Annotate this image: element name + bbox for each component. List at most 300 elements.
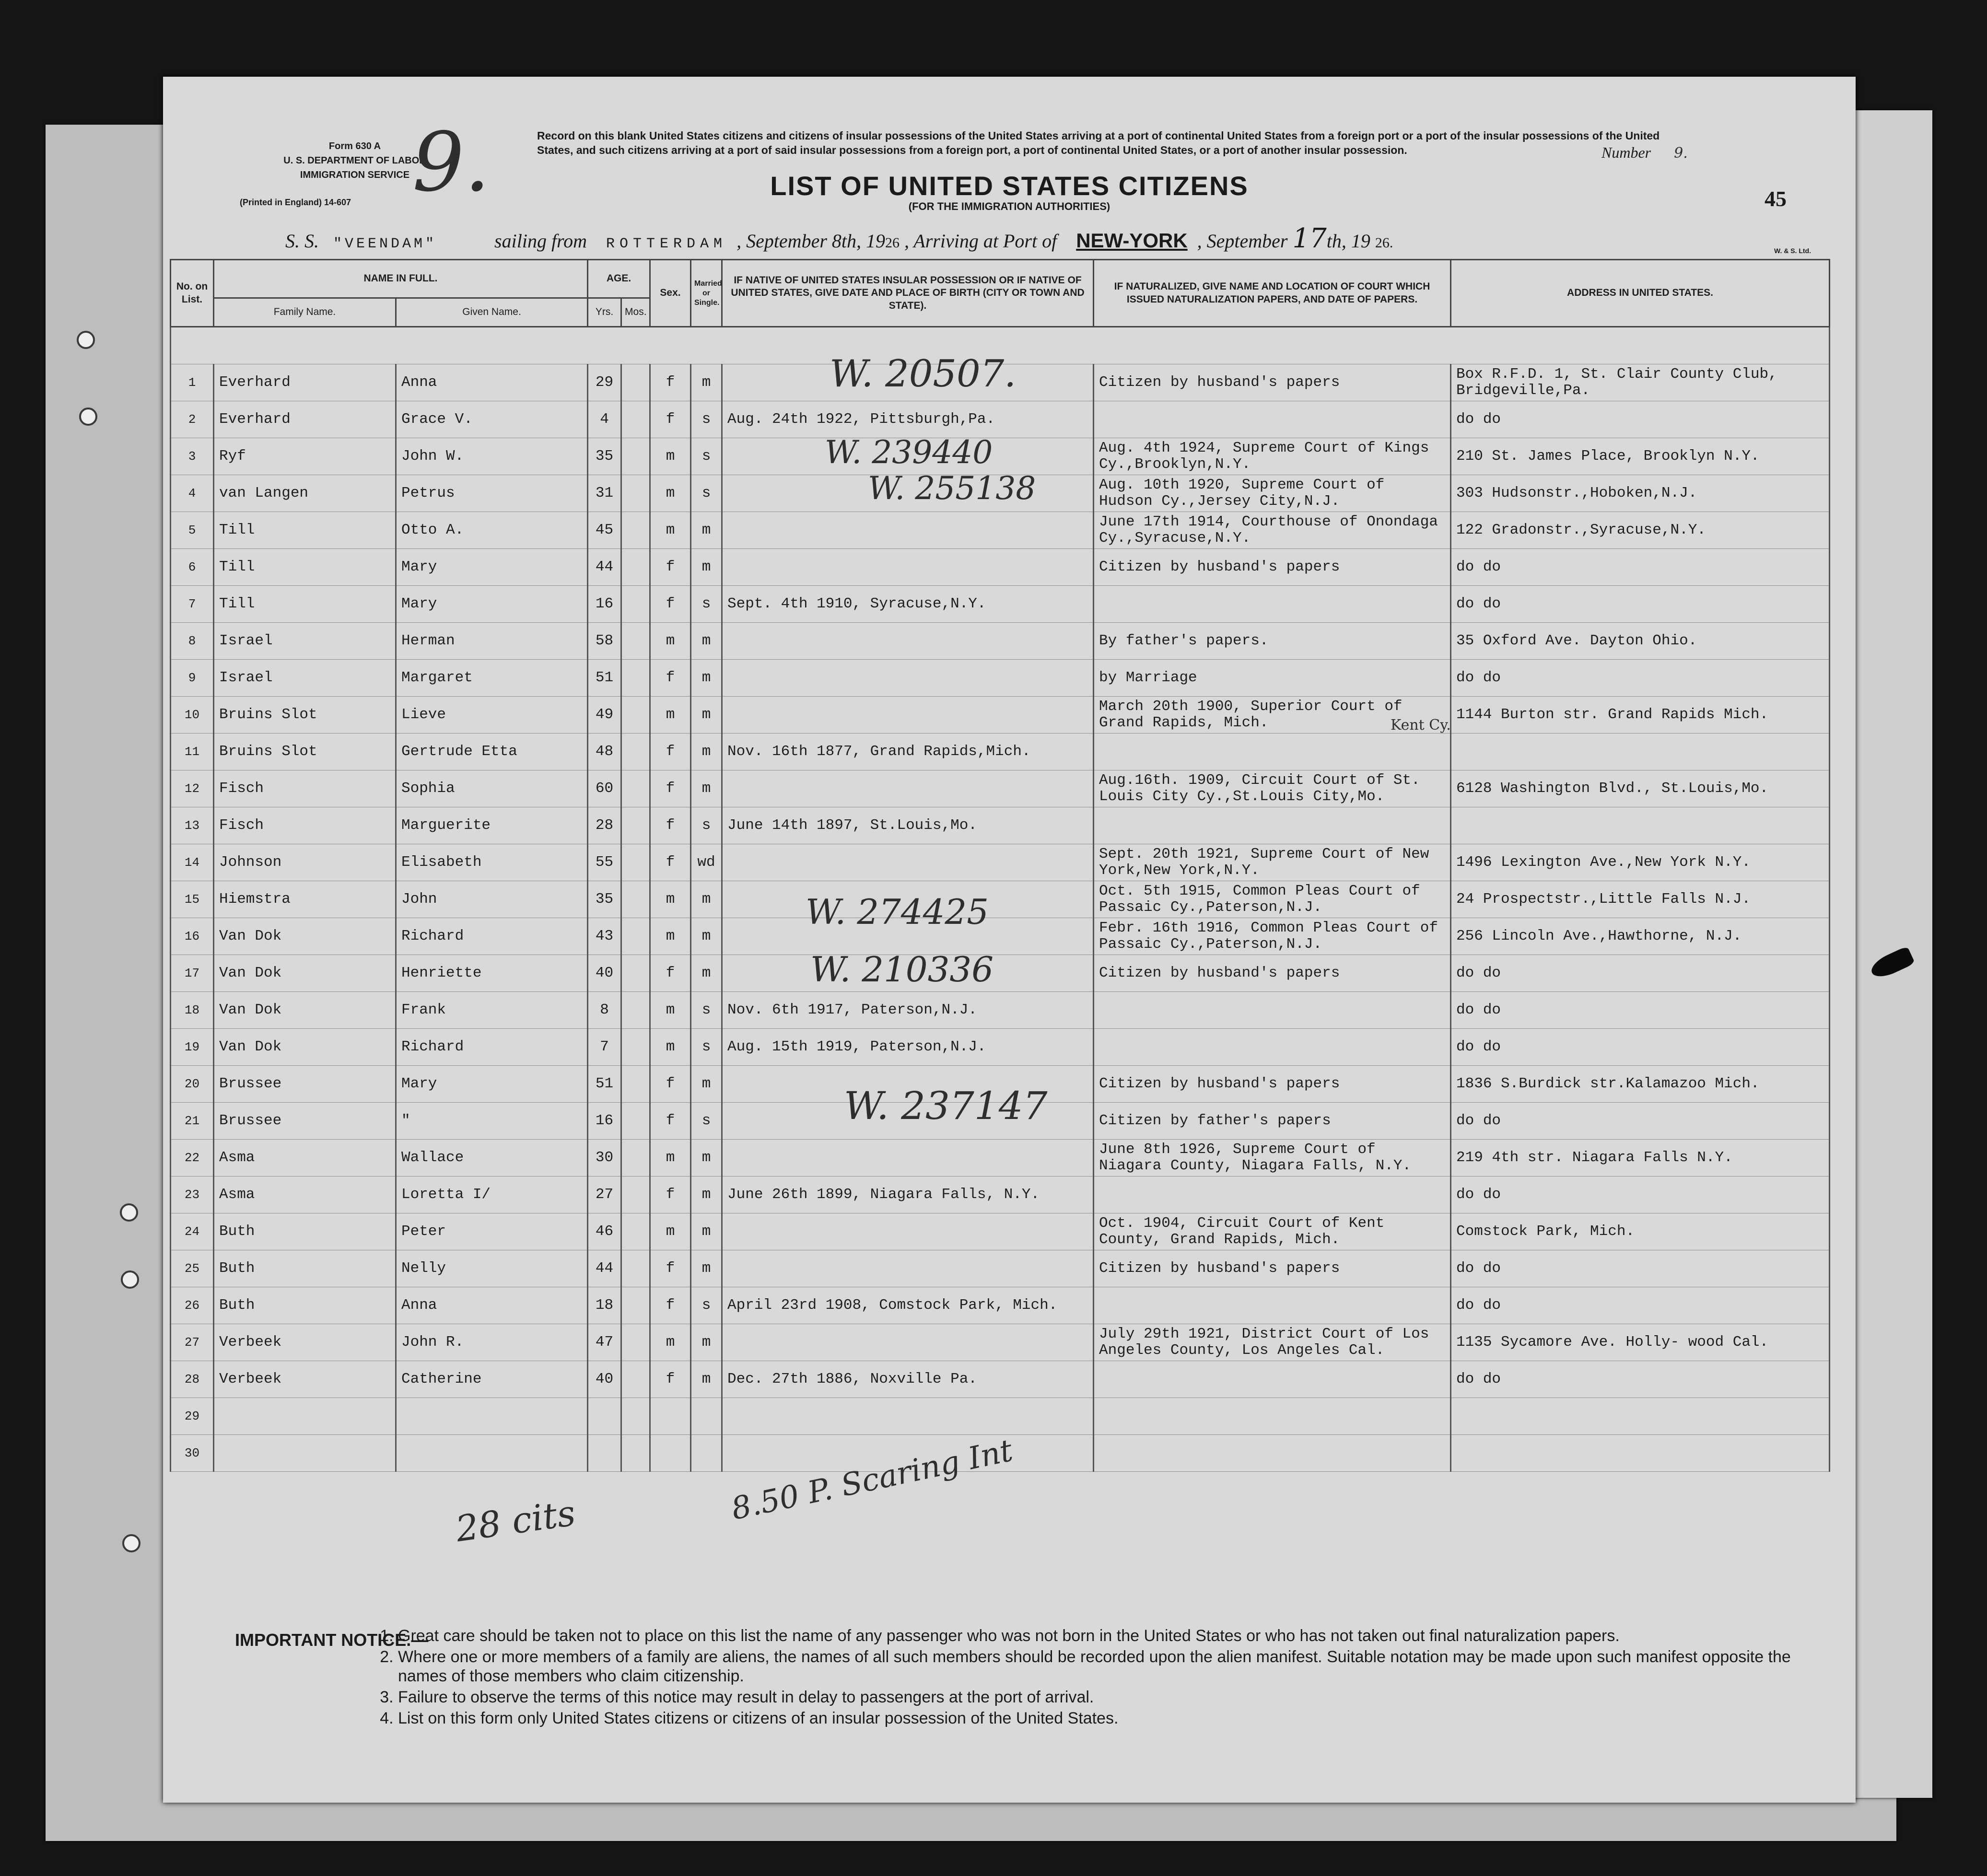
age-years: 45 (588, 512, 621, 549)
given-name: Mary (396, 586, 588, 623)
naturalization-info: June 8th 1926, Supreme Court of Niagara County, Niagara Falls, N.Y. (1094, 1140, 1451, 1177)
family-name: Asma (214, 1140, 396, 1177)
family-name: Van Dok (214, 955, 396, 992)
sex: f (650, 807, 691, 844)
marital-status (691, 1398, 722, 1435)
address: do do (1451, 1103, 1830, 1140)
naturalization-info (1094, 586, 1451, 623)
family-name: Johnson (214, 844, 396, 881)
address: 256 Lincoln Ave.,Hawthorne, N.J. (1451, 918, 1830, 955)
naturalization-info (1094, 1029, 1451, 1066)
sex: m (650, 1213, 691, 1250)
marital-status: m (691, 697, 722, 734)
sex: f (650, 401, 691, 438)
notice-item: 3. Failure to observe the terms of this notice may result in delay to passengers at the port of arrival. (398, 1688, 1827, 1707)
naturalization-info (1094, 1435, 1451, 1472)
given-name (396, 1435, 588, 1472)
age-months (621, 1361, 650, 1398)
row-number: 15 (171, 881, 214, 918)
table-row (171, 549, 1830, 586)
marital-status: m (691, 1140, 722, 1177)
sex: m (650, 881, 691, 918)
naturalization-info (1094, 401, 1451, 438)
arrival-day: 17 (1292, 223, 1327, 254)
marital-status: s (691, 438, 722, 475)
handwritten-inspector-note: 8.50 P. Scaring Int (728, 1433, 1016, 1527)
service: IMMIGRATION SERVICE (300, 170, 410, 180)
marital-status: m (691, 955, 722, 992)
naturalization-info: Citizen by husband's papers (1094, 364, 1451, 401)
age-years: 46 (588, 1213, 621, 1250)
page-title: LIST OF UNITED STATES CITIZENS (770, 171, 1249, 201)
ss-label: S. S. (285, 230, 319, 252)
marital-status: m (691, 549, 722, 586)
age-years: 44 (588, 1250, 621, 1287)
table-row (171, 881, 1830, 918)
given-name: Peter (396, 1213, 588, 1250)
table-row (171, 844, 1830, 881)
sex: m (650, 1029, 691, 1066)
age-years: 60 (588, 770, 621, 807)
address: do do (1451, 1250, 1830, 1287)
birth-info: Aug. 15th 1919, Paterson,N.J. (722, 1029, 1094, 1066)
printer-mark: W. & S. Ltd. (1774, 247, 1811, 255)
punch-hole (122, 1534, 140, 1552)
naturalization-info: Citizen by husband's papers (1094, 955, 1451, 992)
punch-hole (79, 408, 97, 426)
given-name: Richard (396, 918, 588, 955)
age-years: 47 (588, 1324, 621, 1361)
address: 219 4th str. Niagara Falls N.Y. (1451, 1140, 1830, 1177)
age-years: 16 (588, 586, 621, 623)
sex: f (650, 660, 691, 697)
age-months (621, 1140, 650, 1177)
naturalization-info: Citizen by husband's papers (1094, 1066, 1451, 1103)
age-months (621, 1435, 650, 1472)
given-name: Petrus (396, 475, 588, 512)
manifest-sheet (163, 77, 1856, 1803)
row-number: 3 (171, 438, 214, 475)
row-number: 14 (171, 844, 214, 881)
birth-info (722, 549, 1094, 586)
sex: f (650, 734, 691, 770)
marital-status: m (691, 1177, 722, 1213)
given-name: Sophia (396, 770, 588, 807)
family-name: Verbeek (214, 1361, 396, 1398)
address: 122 Gradonstr.,Syracuse,N.Y. (1451, 512, 1830, 549)
family-name: Brussee (214, 1066, 396, 1103)
age-years: 16 (588, 1103, 621, 1140)
age-months (621, 1398, 650, 1435)
naturalization-info: July 29th 1921, District Court of Los Angeles County, Los Angeles Cal. (1094, 1324, 1451, 1361)
age-years: 49 (588, 697, 621, 734)
address: Comstock Park, Mich. (1451, 1213, 1830, 1250)
birth-info (722, 1324, 1094, 1361)
sex: f (650, 1103, 691, 1140)
sailing-date: , September 8th, 19 (736, 230, 886, 252)
row-number: 20 (171, 1066, 214, 1103)
age-months (621, 401, 650, 438)
address: 1135 Sycamore Ave. Holly- wood Cal. (1451, 1324, 1830, 1361)
family-name: Buth (214, 1250, 396, 1287)
address: 1496 Lexington Ave.,New York N.Y. (1451, 844, 1830, 881)
birth-info (722, 1398, 1094, 1435)
marital-status: s (691, 1287, 722, 1324)
marital-status: m (691, 734, 722, 770)
family-name: Bruins Slot (214, 697, 396, 734)
age-years: 58 (588, 623, 621, 660)
family-name: Everhard (214, 401, 396, 438)
sex: f (650, 1361, 691, 1398)
age-months (621, 512, 650, 549)
naturalization-info: Citizen by father's papers (1094, 1103, 1451, 1140)
notice-item: 1. Great care should be taken not to place on this list the name of any passenger who was not born in the United States or who has not taken out final naturalization papers. (398, 1626, 1827, 1645)
header-mos: Mos. (621, 298, 650, 327)
sex: m (650, 697, 691, 734)
marital-status: s (691, 807, 722, 844)
given-name: Nelly (396, 1250, 588, 1287)
address: do do (1451, 586, 1830, 623)
age-months (621, 438, 650, 475)
sex: f (650, 549, 691, 586)
address: do do (1451, 1177, 1830, 1213)
family-name: Buth (214, 1287, 396, 1324)
age-months (621, 1103, 650, 1140)
age-years: 28 (588, 807, 621, 844)
naturalization-info (1094, 1177, 1451, 1213)
table-row (171, 1361, 1830, 1398)
age-months (621, 549, 650, 586)
punch-hole (77, 331, 95, 349)
family-name: Israel (214, 660, 396, 697)
naturalization-info (1094, 1287, 1451, 1324)
naturalization-info (1094, 807, 1451, 844)
age-years: 7 (588, 1029, 621, 1066)
age-months (621, 955, 650, 992)
age-months (621, 1287, 650, 1324)
row-number: 28 (171, 1361, 214, 1398)
family-name: Israel (214, 623, 396, 660)
naturalization-info: March 20th 1900, Superior Court of Grand Rapids, Mich. (1094, 697, 1451, 734)
naturalization-info: by Marriage (1094, 660, 1451, 697)
naturalization-info: Oct. 1904, Circuit Court of Kent County, Grand Rapids, Mich. (1094, 1213, 1451, 1250)
row-number: 17 (171, 955, 214, 992)
given-name: Lieve (396, 697, 588, 734)
age-years: 8 (588, 992, 621, 1029)
marital-status: m (691, 918, 722, 955)
sex: m (650, 512, 691, 549)
family-name: Till (214, 512, 396, 549)
sex: m (650, 475, 691, 512)
handwritten-warrant-1: W. 20507. (830, 352, 1017, 396)
sex: m (650, 1324, 691, 1361)
header-yrs: Yrs. (588, 298, 621, 327)
address: 1144 Burton str. Grand Rapids Mich. (1451, 697, 1830, 734)
table-row (171, 1324, 1830, 1361)
sex: f (650, 1177, 691, 1213)
number-label: Number (1601, 144, 1651, 161)
header-age: AGE. (588, 260, 650, 298)
table-row (171, 955, 1830, 992)
age-years: 40 (588, 955, 621, 992)
row-number: 8 (171, 623, 214, 660)
instruction-text: Record on this blank United States citizens and citizens of insular possessions of the United States arriving at a port of continental United States from a foreign port or a port of the insular possessions of the United States, and such citizens arriving at a port of said insular possessions from a foreign port, a port of continental United States, or a port of another insular possession. (537, 129, 1660, 156)
given-name (396, 1398, 588, 1435)
marital-status: wd (691, 844, 722, 881)
row-number: 26 (171, 1287, 214, 1324)
row-number: 7 (171, 586, 214, 623)
age-months (621, 1213, 650, 1250)
form-number: Form 630 A (328, 141, 381, 151)
header-naturalized: IF NATURALIZED, GIVE NAME AND LOCATION OF COURT WHICH ISSUED NATURALIZATION PAPERS, AND DATE OF PAPERS. (1094, 260, 1451, 327)
family-name: Hiemstra (214, 881, 396, 918)
family-name: Till (214, 549, 396, 586)
row-number: 2 (171, 401, 214, 438)
table-row (171, 512, 1830, 549)
naturalization-info (1094, 1398, 1451, 1435)
naturalization-info: Citizen by husband's papers (1094, 549, 1451, 586)
birth-info (722, 1140, 1094, 1177)
page-subtitle: (FOR THE IMMIGRATION AUTHORITIES) (908, 200, 1110, 212)
family-name: Fisch (214, 807, 396, 844)
header-family-name: Family Name. (214, 298, 396, 327)
sex: m (650, 438, 691, 475)
given-name: Mary (396, 1066, 588, 1103)
handwritten-warrant-4: W. 274425 (806, 892, 989, 932)
naturalization-info: Febr. 16th 1916, Common Pleas Court of Passaic Cy.,Paterson,N.J. (1094, 918, 1451, 955)
given-name: Catherine (396, 1361, 588, 1398)
table-row (171, 697, 1830, 734)
table-row (171, 770, 1830, 807)
family-name: Till (214, 586, 396, 623)
family-name: Buth (214, 1213, 396, 1250)
family-name: Van Dok (214, 918, 396, 955)
sex: f (650, 955, 691, 992)
marital-status: m (691, 770, 722, 807)
table-row (171, 1029, 1830, 1066)
table-row (171, 1213, 1830, 1250)
age-years: 48 (588, 734, 621, 770)
address (1451, 807, 1830, 844)
table-row (171, 623, 1830, 660)
given-name: " (396, 1103, 588, 1140)
age-months (621, 1029, 650, 1066)
marital-status: m (691, 660, 722, 697)
age-months (621, 1250, 650, 1287)
header-sex: Sex. (650, 260, 691, 327)
punch-hole (120, 1203, 138, 1222)
table-row (171, 438, 1830, 475)
birth-info: April 23rd 1908, Comstock Park, Mich. (722, 1287, 1094, 1324)
address (1451, 1398, 1830, 1435)
family-name: Fisch (214, 770, 396, 807)
family-name (214, 1435, 396, 1472)
age-years: 18 (588, 1287, 621, 1324)
marital-status: s (691, 1029, 722, 1066)
notice-item: 2. Where one or more members of a family are aliens, the names of all such members should be recorded upon the alien manifest. Suitable notation may be made upon such manifest opposite the names of those members who claim citizenship. (398, 1647, 1827, 1686)
sailing-label: sailing from (494, 230, 587, 252)
department: U. S. DEPARTMENT OF LABOR (283, 155, 426, 166)
port-from: ROTTERDAM (606, 236, 727, 252)
table-row (171, 660, 1830, 697)
address: Box R.F.D. 1, St. Clair County Club, Bridgeville,Pa. (1451, 364, 1830, 401)
birth-info (722, 1213, 1094, 1250)
birth-info (722, 844, 1094, 881)
row-number: 22 (171, 1140, 214, 1177)
age-years: 44 (588, 549, 621, 586)
row-number: 9 (171, 660, 214, 697)
age-years: 35 (588, 438, 621, 475)
age-years: 30 (588, 1140, 621, 1177)
age-months (621, 881, 650, 918)
given-name: John (396, 881, 588, 918)
family-name: Van Dok (214, 992, 396, 1029)
address: 6128 Washington Blvd., St.Louis,Mo. (1451, 770, 1830, 807)
age-months (621, 734, 650, 770)
given-name: Frank (396, 992, 588, 1029)
sex: f (650, 586, 691, 623)
family-name: Bruins Slot (214, 734, 396, 770)
row-number: 19 (171, 1029, 214, 1066)
address: do do (1451, 401, 1830, 438)
age-years: 4 (588, 401, 621, 438)
marital-status: s (691, 475, 722, 512)
age-months (621, 807, 650, 844)
birth-info: Nov. 6th 1917, Paterson,N.J. (722, 992, 1094, 1029)
naturalization-info (1094, 734, 1451, 770)
sex: f (650, 1287, 691, 1324)
age-years: 35 (588, 881, 621, 918)
header-given-name: Given Name. (396, 298, 588, 327)
table-row (171, 1287, 1830, 1324)
address (1451, 1435, 1830, 1472)
family-name: Everhard (214, 364, 396, 401)
naturalization-info (1094, 992, 1451, 1029)
table-row (171, 401, 1830, 438)
printed-note: (Printed in England) 14-607 (240, 198, 351, 207)
age-years: 29 (588, 364, 621, 401)
birth-info (722, 1250, 1094, 1287)
given-name: Otto A. (396, 512, 588, 549)
marital-status: m (691, 623, 722, 660)
header-no: No. on List. (171, 260, 214, 327)
row-number: 12 (171, 770, 214, 807)
table-row (171, 1140, 1830, 1177)
family-name: Verbeek (214, 1324, 396, 1361)
row-number: 10 (171, 697, 214, 734)
page-number: 45 (1765, 186, 1787, 211)
table-row (171, 1250, 1830, 1287)
birth-info: June 26th 1899, Niagara Falls, N.Y. (722, 1177, 1094, 1213)
family-name: Van Dok (214, 1029, 396, 1066)
given-name: John R. (396, 1324, 588, 1361)
row-number: 1 (171, 364, 214, 401)
family-name (214, 1398, 396, 1435)
number-field (1601, 144, 1688, 162)
address: do do (1451, 1029, 1830, 1066)
given-name: Mary (396, 549, 588, 586)
marital-status: m (691, 364, 722, 401)
row-number: 6 (171, 549, 214, 586)
sex: m (650, 623, 691, 660)
marital-status: s (691, 992, 722, 1029)
age-months (621, 475, 650, 512)
sex: f (650, 364, 691, 401)
given-name: Anna (396, 364, 588, 401)
marital-status: s (691, 586, 722, 623)
sex: f (650, 844, 691, 881)
age-years: 27 (588, 1177, 621, 1213)
age-years: 51 (588, 1066, 621, 1103)
age-months (621, 1177, 650, 1213)
naturalization-info: Oct. 5th 1915, Common Pleas Court of Passaic Cy.,Paterson,N.J. (1094, 881, 1451, 918)
row-number: 13 (171, 807, 214, 844)
marital-status (691, 1435, 722, 1472)
given-name: Henriette (396, 955, 588, 992)
age-years (588, 1398, 621, 1435)
birth-info: Sept. 4th 1910, Syracuse,N.Y. (722, 586, 1094, 623)
birth-info (722, 623, 1094, 660)
row-number: 29 (171, 1398, 214, 1435)
passenger-table (170, 259, 1830, 1472)
address: 24 Prospectstr.,Little Falls N.J. (1451, 881, 1830, 918)
row-number: 16 (171, 918, 214, 955)
number-value: 9. (1674, 145, 1688, 162)
row-number: 24 (171, 1213, 214, 1250)
naturalization-info (1094, 1361, 1451, 1398)
given-name: Gertrude Etta (396, 734, 588, 770)
sex: f (650, 1250, 691, 1287)
naturalization-info: Citizen by husband's papers (1094, 1250, 1451, 1287)
given-name: Marguerite (396, 807, 588, 844)
age-years: 51 (588, 660, 621, 697)
birth-info: Nov. 16th 1877, Grand Rapids,Mich. (722, 734, 1094, 770)
age-years (588, 1435, 621, 1472)
row-number: 4 (171, 475, 214, 512)
ship-name: "VEENDAM" (333, 236, 437, 252)
row-number: 27 (171, 1324, 214, 1361)
age-months (621, 660, 650, 697)
table-row (171, 807, 1830, 844)
age-months (621, 1324, 650, 1361)
address: 210 St. James Place, Brooklyn N.Y. (1451, 438, 1830, 475)
row-number: 18 (171, 992, 214, 1029)
address: 303 Hudsonstr.,Hoboken,N.J. (1451, 475, 1830, 512)
row-number: 21 (171, 1103, 214, 1140)
age-years: 43 (588, 918, 621, 955)
sex (650, 1398, 691, 1435)
table-row (171, 734, 1830, 770)
marital-status: m (691, 1066, 722, 1103)
row-number: 11 (171, 734, 214, 770)
handwritten-kent-county: Kent Cy. (1391, 717, 1451, 734)
age-months (621, 844, 650, 881)
marital-status: s (691, 1103, 722, 1140)
given-name: Margaret (396, 660, 588, 697)
header-address: ADDRESS IN UNITED STATES. (1451, 260, 1830, 327)
handwritten-citizen-count: 28 cits (453, 1492, 578, 1550)
family-name: Asma (214, 1177, 396, 1213)
marital-status: s (691, 401, 722, 438)
birth-info (722, 770, 1094, 807)
marital-status: m (691, 1361, 722, 1398)
age-years: 40 (588, 1361, 621, 1398)
address: do do (1451, 1287, 1830, 1324)
row-number: 25 (171, 1250, 214, 1287)
row-number: 30 (171, 1435, 214, 1472)
table-row (171, 918, 1830, 955)
naturalization-info: Aug. 4th 1924, Supreme Court of Kings Cy.,Brooklyn,N.Y. (1094, 438, 1451, 475)
